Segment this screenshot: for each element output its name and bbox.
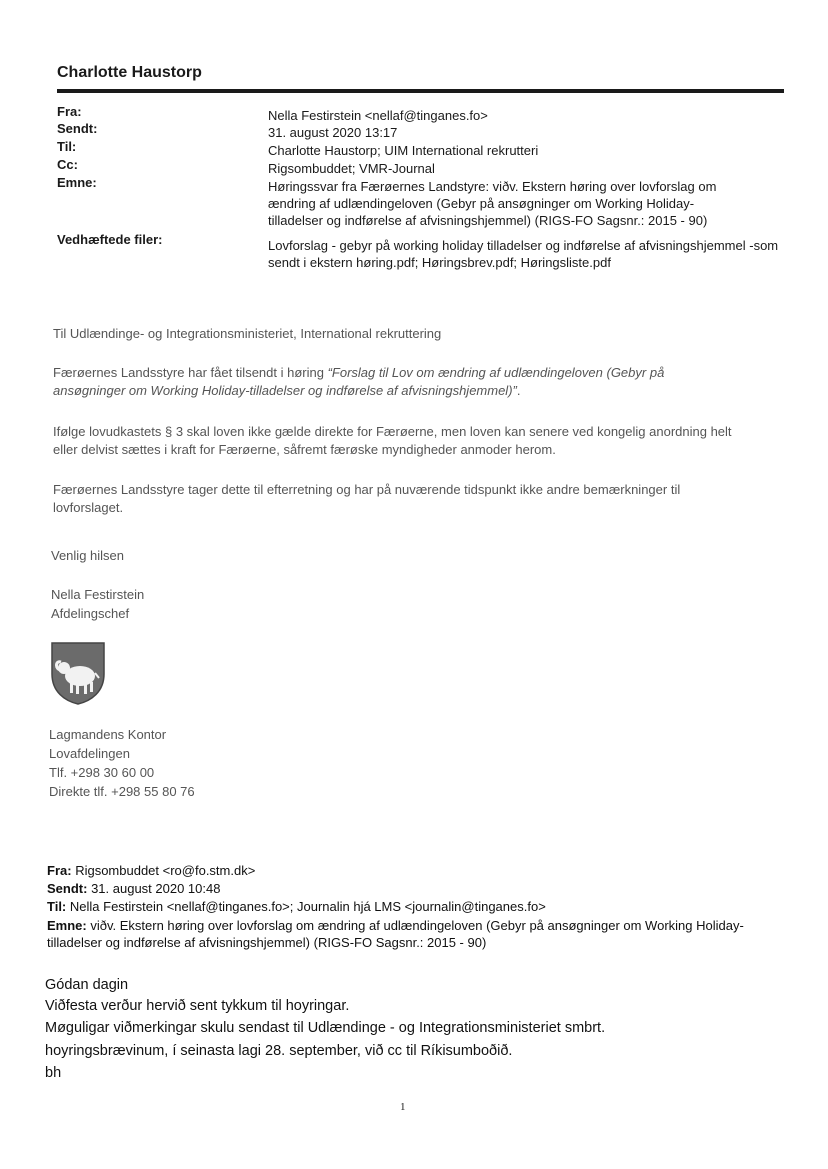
fwd-body-line-2: Viðfesta verður hervið sent tykkum til hoyringar. bbox=[45, 998, 350, 1014]
fwd-from bbox=[47, 862, 747, 879]
sent-value: 31. august 2020 13:17 bbox=[268, 125, 398, 140]
paragraph-1-prefix: Færøernes Landsstyre har fået tilsendt i høring bbox=[53, 365, 328, 380]
org-line-phone: Tlf. +298 30 60 00 bbox=[49, 765, 155, 780]
fwd-subject bbox=[47, 917, 747, 951]
attachments-label: Vedhæftede filer: bbox=[57, 232, 163, 247]
greeting: Til Udlændinge- og Integrationsministeriet, International rekruttering bbox=[53, 326, 442, 341]
from-label: Fra: bbox=[57, 104, 82, 119]
paragraph-3: Færøernes Landsstyre tager dette til efterretning og har på nuværende tidspunkt ikke andre bemærkninger til lovforslaget. bbox=[53, 482, 681, 515]
header-divider bbox=[57, 89, 784, 93]
subject-label: Emne: bbox=[57, 175, 97, 190]
paragraph-1-quote: “Forslag til Lov om ændring af udlændingeloven (Gebyr på ansøgninger om Working Holiday-tilladelser og indførelse af afvisningshjemmel)” bbox=[53, 365, 665, 398]
cc-label: Cc: bbox=[57, 157, 78, 172]
fwd-subject-value: viðv. Ekstern høring over lovforslag om ændring af udlændingeloven (Gebyr på ansøgninger om Working Holiday-tilladelser og indførelse af afvisningshjemmel) (RIGS-FO Sagsnr.: 2015 - 90) bbox=[47, 918, 744, 950]
email-owner-name: Charlotte Haustorp bbox=[57, 64, 202, 81]
attachments-value: Lovforslag - gebyr på working holiday tilladelser og indførelse af afvisningshjemmel -som sendt i ekstern høring.pdf; Høringsbrev.pdf; Høringsliste.pdf bbox=[268, 238, 779, 270]
fwd-from-value: Rigsombuddet <ro@fo.stm.dk> bbox=[75, 863, 256, 878]
fwd-sent-label: Sendt: bbox=[47, 881, 88, 896]
fwd-body-line-3: Møguligar viðmerkingar skulu sendast til Udlændinge - og Integrationsministeriet smbrt. bbox=[45, 1020, 606, 1036]
fwd-sent-value: 31. august 2020 10:48 bbox=[91, 881, 221, 896]
subject-value: Høringssvar fra Færøernes Landstyre: viðv. Ekstern høring over lovforslag om ændring af udlændingeloven (Gebyr på ansøgninger om Working Holiday-tilladelser og indførelse af afvisningshjemmel) (RIGS-FO Sagsnr.: 2015 - 90) bbox=[268, 179, 717, 228]
sender-name: Nella Festirstein bbox=[51, 587, 145, 602]
fwd-to-label: Til: bbox=[47, 899, 67, 914]
org-line-direct-phone: Direkte tlf. +298 55 80 76 bbox=[49, 784, 195, 799]
to-value: Charlotte Haustorp; UIM International rekrutteri bbox=[268, 143, 539, 158]
fwd-to-value: Nella Festirstein <nellaf@tinganes.fo>; Journalin hjá LMS <journalin@tinganes.fo> bbox=[69, 899, 546, 914]
fwd-body-line-4: hoyringsbrævinum, í seinasta lagi 28. september, við cc til Ríkisumboðið. bbox=[45, 1043, 513, 1059]
fwd-body-line-1: Gódan dagin bbox=[45, 977, 129, 993]
paragraph-1 bbox=[53, 364, 733, 400]
fwd-sent bbox=[47, 880, 747, 897]
page-number: 1 bbox=[400, 1101, 406, 1113]
closing: Venlig hilsen bbox=[51, 548, 124, 563]
to-label: Til: bbox=[57, 139, 77, 154]
from-value: Nella Festirstein <nellaf@tinganes.fo> bbox=[268, 108, 488, 123]
sent-label: Sendt: bbox=[57, 121, 98, 136]
fwd-body-line-5: bh bbox=[45, 1065, 62, 1081]
org-line-department: Lovafdelingen bbox=[49, 746, 130, 761]
org-line-office: Lagmandens Kontor bbox=[49, 727, 167, 742]
cc-value: Rigsombuddet; VMR-Journal bbox=[268, 161, 435, 176]
fwd-from-label: Fra: bbox=[47, 863, 72, 878]
paragraph-2: Ifølge lovudkastets § 3 skal loven ikke gælde direkte for Færøerne, men loven kan senere ved kongelig anordning helt eller delvist sættes i kraft for Færøerne, såfremt færøske myndigheder anmoder herom. bbox=[53, 424, 732, 457]
paragraph-1-suffix: . bbox=[516, 383, 521, 398]
fwd-to bbox=[47, 898, 747, 915]
fwd-subject-label: Emne: bbox=[47, 918, 87, 933]
sender-title: Afdelingschef bbox=[51, 606, 130, 621]
coat-of-arms-icon bbox=[49, 640, 107, 706]
